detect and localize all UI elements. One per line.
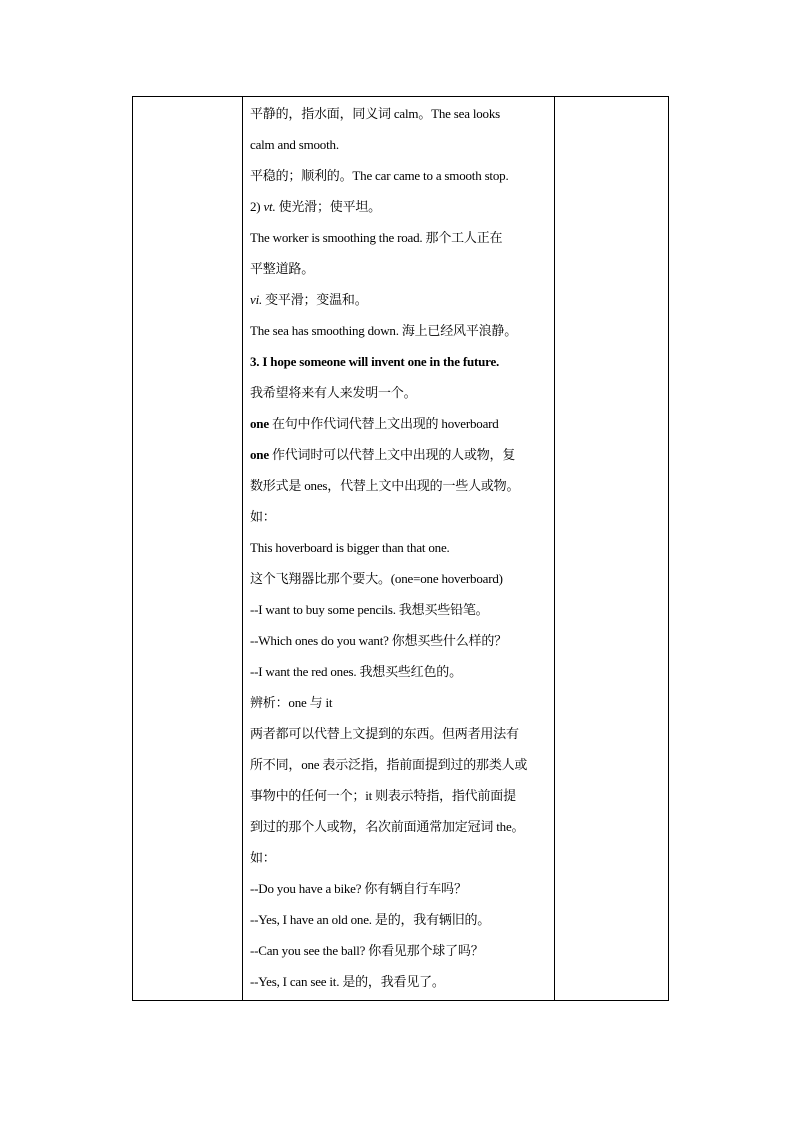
definition-text: 使光滑；使平坦。: [275, 199, 381, 214]
text-line: [250, 439, 560, 470]
keyword: one: [250, 447, 269, 462]
text-line: --Can you see the ball? 你看见那个球了吗？: [250, 943, 484, 958]
table-content-column: [243, 97, 555, 1000]
keyword: one: [250, 416, 269, 431]
text-line: 两者都可以代替上文提到的东西。但两者用法有: [250, 726, 519, 741]
part-of-speech: vi.: [250, 292, 263, 307]
text-line: 这个飞翔器比那个要大。(one=one hoverboard): [250, 571, 503, 586]
text-line: --Do you have a bike? 你有辆自行车吗？: [250, 881, 467, 896]
table-left-column: [133, 97, 243, 1000]
text-line: 平整道路。: [250, 261, 315, 276]
notes-table: [132, 96, 669, 1001]
text-line: --Which ones do you want? 你想买些什么样的？: [250, 633, 507, 648]
text-line: --Yes, I have an old one. 是的，我有辆旧的。: [250, 912, 491, 927]
text-line: This hoverboard is bigger than that one.: [250, 540, 450, 555]
text-line: 事物中的任何一个；it 则表示特指，指代前面提: [250, 788, 516, 803]
text-line: 如：: [250, 509, 276, 524]
text-line: 我希望将来有人来发明一个。: [250, 385, 417, 400]
text-line: 到过的那个人或物，名次前面通常加定冠词 the。: [250, 819, 525, 834]
table-right-column: [554, 97, 668, 1000]
text-line: The sea has smoothing down. 海上已经风平浪静。: [250, 323, 518, 338]
definition-text: 变平滑；变温和。: [262, 292, 368, 307]
explanation-text: 在句中作代词代替上文出现的 hoverboard: [268, 416, 499, 431]
text-line: --I want to buy some pencils. 我想买些铅笔。: [250, 602, 489, 617]
explanation-text: 作代词时可以代替上文中出现的人或物，复: [268, 447, 516, 462]
text-line: 辨析：one 与 it: [250, 695, 333, 710]
text-line: calm and smooth.: [250, 137, 339, 152]
text-line-verb-definition: [250, 191, 560, 222]
text-line-verb-definition: [250, 284, 560, 315]
text-line: --I want the red ones. 我想买些红色的。: [250, 664, 462, 679]
text-line: 平静的，指水面，同义词 calm。The sea looks: [250, 106, 500, 121]
sense-number: 2): [250, 199, 264, 214]
text-line: 所不同，one 表示泛指，指前面提到过的那类人或: [250, 757, 528, 772]
text-line: [250, 408, 560, 439]
text-line: --Yes, I can see it. 是的，我看见了。: [250, 974, 445, 989]
text-line: 如：: [250, 850, 276, 865]
text-line: 数形式是 ones，代替上文中出现的一些人或物。: [250, 478, 520, 493]
section-heading: 3. I hope someone will invent one in the future.: [250, 354, 500, 369]
part-of-speech: vt.: [263, 199, 276, 214]
text-line: The worker is smoothing the road. 那个工人正在: [250, 230, 503, 245]
text-line: 平稳的；顺利的。The car came to a smooth stop.: [250, 168, 509, 183]
